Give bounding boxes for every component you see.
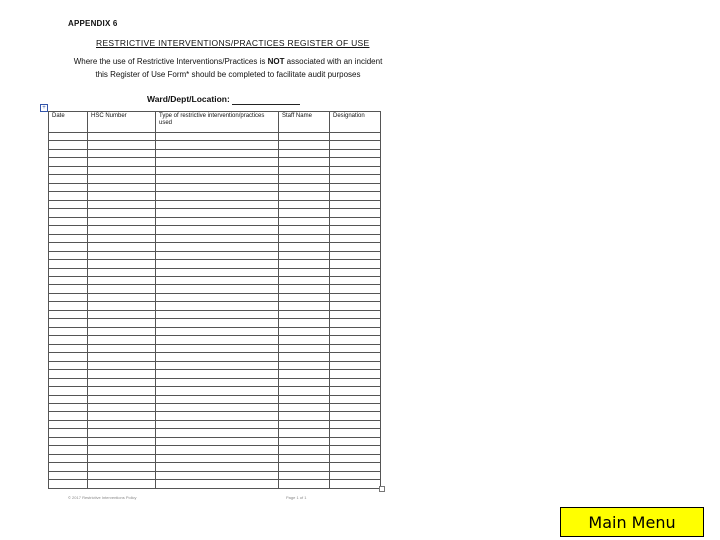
intro-paragraph [68,56,388,81]
table-cell[interactable] [330,260,381,268]
table-cell[interactable] [88,209,156,217]
table-cell[interactable] [330,319,381,327]
table-cell[interactable] [279,420,330,428]
table-cell[interactable] [330,378,381,386]
table-row [49,446,381,454]
table-cell[interactable] [330,353,381,361]
table-row [49,319,381,327]
table-cell[interactable] [156,437,279,445]
table-cell[interactable] [88,471,156,479]
table-cell[interactable] [156,429,279,437]
footer-left-text: © 2017 Restrictive Interventions Policy [68,495,137,500]
table-cell[interactable] [330,276,381,284]
table-row [49,480,381,488]
table-cell[interactable] [49,344,88,352]
table-cell[interactable] [279,454,330,462]
table-cell[interactable] [49,302,88,310]
table-row [49,234,381,242]
table-cell[interactable] [156,209,279,217]
table-cell[interactable] [49,166,88,174]
table-cell[interactable] [156,166,279,174]
table-cell[interactable] [330,387,381,395]
table-row [49,471,381,479]
document-title: RESTRICTIVE INTERVENTIONS/PRACTICES REGISTER OF USE [96,38,370,48]
table-row [49,344,381,352]
table-cell[interactable] [49,183,88,191]
table-cell[interactable] [330,268,381,276]
table-row [49,268,381,276]
table-cell[interactable] [279,192,330,200]
table-row [49,260,381,268]
table-cell[interactable] [156,463,279,471]
table-cell[interactable] [279,353,330,361]
table-cell[interactable] [330,133,381,141]
table-cell[interactable] [279,158,330,166]
table-cell[interactable] [330,141,381,149]
table-cell[interactable] [279,344,330,352]
table-row [49,141,381,149]
table-cell[interactable] [156,149,279,157]
table-cell[interactable] [330,361,381,369]
footer-page-number: Page 1 of 1 [286,495,307,500]
table-row [49,412,381,420]
table-cell[interactable] [156,420,279,428]
table-row [49,209,381,217]
table-cell[interactable] [156,310,279,318]
table-cell[interactable] [49,319,88,327]
table-cell[interactable] [88,387,156,395]
table-cell[interactable] [49,404,88,412]
table-cell[interactable] [330,251,381,259]
table-cell[interactable] [156,141,279,149]
table-cell[interactable] [88,319,156,327]
table-cell[interactable] [279,226,330,234]
table-cell[interactable] [156,285,279,293]
table-cell[interactable] [88,141,156,149]
table-cell[interactable] [279,183,330,191]
column-header-hsc-number: HSC Number [88,112,156,133]
table-cell[interactable] [49,437,88,445]
table-cell[interactable] [279,133,330,141]
table-cell[interactable] [279,361,330,369]
table-row [49,370,381,378]
table-cell[interactable] [279,327,330,335]
table-row [49,251,381,259]
table-cell[interactable] [49,209,88,217]
table-cell[interactable] [279,336,330,344]
table-cell[interactable] [49,276,88,284]
table-row [49,378,381,386]
table-cell[interactable] [330,209,381,217]
table-cell[interactable] [88,370,156,378]
table-cell[interactable] [330,200,381,208]
table-cell[interactable] [88,243,156,251]
table-cell[interactable] [156,446,279,454]
table-row [49,226,381,234]
table-cell[interactable] [88,420,156,428]
table-row [49,361,381,369]
table-cell[interactable] [279,437,330,445]
table-cell[interactable] [156,480,279,488]
intro-text-2: associated with an incident this Register of Use Form* should be completed to facilitate audit purposes [95,57,383,79]
table-cell[interactable] [49,336,88,344]
table-cell[interactable] [156,344,279,352]
table-cell[interactable] [88,310,156,318]
table-cell[interactable] [279,293,330,301]
table-cell[interactable] [49,454,88,462]
main-menu-button[interactable]: Main Menu [560,507,704,537]
table-row [49,243,381,251]
table-cell[interactable] [88,234,156,242]
table-cell[interactable] [49,217,88,225]
intro-emphasis: NOT [267,57,285,66]
table-cell[interactable] [88,149,156,157]
table-cell[interactable] [49,310,88,318]
table-cell[interactable] [279,387,330,395]
table-cell[interactable] [279,446,330,454]
table-cell[interactable] [49,243,88,251]
table-cell[interactable] [156,133,279,141]
table-cell[interactable] [330,192,381,200]
table-cell[interactable] [49,293,88,301]
register-table [48,111,381,489]
column-header-date: Date [49,112,88,133]
table-row [49,285,381,293]
table-cell[interactable] [279,429,330,437]
table-cell[interactable] [49,141,88,149]
table-cell[interactable] [88,395,156,403]
table-cell[interactable] [330,293,381,301]
table-row [49,420,381,428]
intro-text-1: Where the use of Restrictive Interventions/Practices is [73,57,268,66]
table-cell[interactable] [330,149,381,157]
table-cell[interactable] [49,175,88,183]
table-cell[interactable] [279,395,330,403]
table-cell[interactable] [88,412,156,420]
table-cell[interactable] [156,404,279,412]
table-cell[interactable] [49,260,88,268]
table-cell[interactable] [156,293,279,301]
table-cell[interactable] [88,302,156,310]
table-cell[interactable] [156,471,279,479]
table-header-row [49,112,381,133]
table-cell[interactable] [49,361,88,369]
table-cell[interactable] [279,268,330,276]
table-cell[interactable] [156,175,279,183]
table-cell[interactable] [49,378,88,386]
table-cell[interactable] [279,370,330,378]
column-header-designation: Designation [330,112,381,133]
table-cell[interactable] [279,412,330,420]
table-cell[interactable] [88,446,156,454]
table-cell[interactable] [88,251,156,259]
table-cell[interactable] [49,200,88,208]
table-cell[interactable] [156,251,279,259]
table-cell[interactable] [156,192,279,200]
table-cell[interactable] [156,268,279,276]
table-cell[interactable] [49,395,88,403]
table-row [49,200,381,208]
table-cell[interactable] [279,463,330,471]
table-cell[interactable] [330,412,381,420]
table-cell[interactable] [88,353,156,361]
table-row [49,183,381,191]
table-resize-handle[interactable] [379,486,385,492]
table-cell[interactable] [279,276,330,284]
table-cell[interactable] [49,226,88,234]
table-cell[interactable] [330,395,381,403]
table-cell[interactable] [88,429,156,437]
table-cell[interactable] [156,336,279,344]
table-cell[interactable] [279,175,330,183]
table-row [49,429,381,437]
table-cell[interactable] [49,268,88,276]
table-cell[interactable] [88,158,156,166]
table-cell[interactable] [156,183,279,191]
table-cell[interactable] [49,370,88,378]
table-row [49,302,381,310]
table-cell[interactable] [330,344,381,352]
table-cell[interactable] [330,158,381,166]
table-cell[interactable] [88,200,156,208]
table-cell[interactable] [88,183,156,191]
table-cell[interactable] [49,463,88,471]
table-cell[interactable] [88,285,156,293]
table-cell[interactable] [330,217,381,225]
table-cell[interactable] [156,158,279,166]
table-cell[interactable] [330,404,381,412]
table-cell[interactable] [88,260,156,268]
table-cell[interactable] [330,446,381,454]
table-cell[interactable] [330,175,381,183]
table-cell[interactable] [330,429,381,437]
table-cell[interactable] [279,404,330,412]
table-cell[interactable] [156,234,279,242]
table-cell[interactable] [330,370,381,378]
table-row [49,217,381,225]
table-cell[interactable] [88,175,156,183]
table-cell[interactable] [49,251,88,259]
table-cell[interactable] [88,336,156,344]
table-cell[interactable] [49,353,88,361]
table-cell[interactable] [88,192,156,200]
table-cell[interactable] [330,463,381,471]
table-cell[interactable] [330,234,381,242]
table-cell[interactable] [330,336,381,344]
table-cell[interactable] [49,429,88,437]
table-anchor-icon[interactable]: + [40,104,48,112]
table-cell[interactable] [279,260,330,268]
table-cell[interactable] [279,302,330,310]
table-row [49,437,381,445]
table-cell[interactable] [49,158,88,166]
table-cell[interactable] [279,480,330,488]
table-cell[interactable] [88,276,156,284]
table-cell[interactable] [330,166,381,174]
table-cell[interactable] [88,344,156,352]
table-row [49,310,381,318]
table-cell[interactable] [156,302,279,310]
table-cell[interactable] [156,327,279,335]
table-cell[interactable] [88,361,156,369]
table-row [49,133,381,141]
table-cell[interactable] [330,471,381,479]
table-cell[interactable] [49,285,88,293]
table-row [49,293,381,301]
ward-label: Ward/Dept/Location: [147,94,230,104]
table-cell[interactable] [156,276,279,284]
table-cell[interactable] [156,353,279,361]
table-cell[interactable] [88,437,156,445]
table-cell[interactable] [88,268,156,276]
table-cell[interactable] [156,454,279,462]
table-cell[interactable] [330,183,381,191]
table-cell[interactable] [88,166,156,174]
table-cell[interactable] [279,243,330,251]
table-cell[interactable] [279,209,330,217]
table-cell[interactable] [156,226,279,234]
register-table-body [49,133,381,489]
table-cell[interactable] [156,387,279,395]
table-cell[interactable] [88,217,156,225]
table-cell[interactable] [279,378,330,386]
table-cell[interactable] [49,446,88,454]
table-cell[interactable] [88,293,156,301]
table-row [49,404,381,412]
table-cell[interactable] [279,234,330,242]
table-row [49,387,381,395]
table-row [49,149,381,157]
table-cell[interactable] [330,285,381,293]
table-cell[interactable] [279,285,330,293]
table-row [49,463,381,471]
table-cell[interactable] [279,217,330,225]
table-cell[interactable] [49,149,88,157]
table-cell[interactable] [49,412,88,420]
table-cell[interactable] [156,370,279,378]
table-row [49,353,381,361]
table-cell[interactable] [330,420,381,428]
table-cell[interactable] [88,133,156,141]
table-cell[interactable] [330,327,381,335]
table-cell[interactable] [330,243,381,251]
table-cell[interactable] [88,463,156,471]
table-row [49,336,381,344]
table-cell[interactable] [330,437,381,445]
table-cell[interactable] [88,404,156,412]
column-header-intervention-type: Type of restrictive intervention/practices used [156,112,279,133]
table-cell[interactable] [279,166,330,174]
table-cell[interactable] [156,260,279,268]
table-cell[interactable] [279,471,330,479]
table-cell[interactable] [49,480,88,488]
table-cell[interactable] [49,471,88,479]
table-cell[interactable] [156,361,279,369]
table-cell[interactable] [279,200,330,208]
table-cell[interactable] [330,226,381,234]
table-cell[interactable] [279,319,330,327]
table-cell[interactable] [279,251,330,259]
table-row [49,192,381,200]
table-cell[interactable] [49,133,88,141]
table-row [49,166,381,174]
table-cell[interactable] [330,454,381,462]
table-cell[interactable] [49,234,88,242]
table-cell[interactable] [279,149,330,157]
table-cell[interactable] [279,141,330,149]
table-row [49,158,381,166]
column-header-staff-name: Staff Name [279,112,330,133]
table-cell[interactable] [156,378,279,386]
table-cell[interactable] [49,192,88,200]
table-cell[interactable] [330,310,381,318]
table-row [49,175,381,183]
appendix-heading: APPENDIX 6 [68,19,118,28]
table-cell[interactable] [330,302,381,310]
table-row [49,327,381,335]
table-cell[interactable] [156,412,279,420]
table-row [49,395,381,403]
table-cell[interactable] [88,454,156,462]
table-cell[interactable] [330,480,381,488]
table-cell[interactable] [88,480,156,488]
table-cell[interactable] [88,226,156,234]
table-cell[interactable] [156,200,279,208]
ward-fill-line [232,104,300,105]
table-cell[interactable] [49,420,88,428]
table-cell[interactable] [156,243,279,251]
table-cell[interactable] [88,327,156,335]
table-cell[interactable] [49,327,88,335]
table-cell[interactable] [49,387,88,395]
table-cell[interactable] [156,395,279,403]
table-cell[interactable] [88,378,156,386]
table-row [49,276,381,284]
table-cell[interactable] [156,319,279,327]
table-cell[interactable] [279,310,330,318]
table-row [49,454,381,462]
table-cell[interactable] [156,217,279,225]
